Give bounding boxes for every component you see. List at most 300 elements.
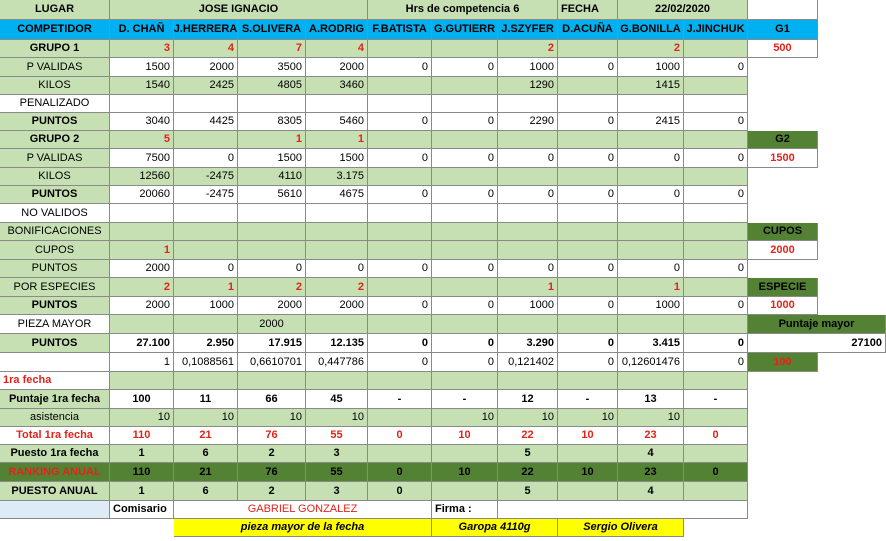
cell-jinchuk[interactable]: 0 xyxy=(684,149,748,168)
cupos-label[interactable]: CUPOS xyxy=(748,223,818,241)
cell-batista[interactable]: 0 xyxy=(368,113,432,131)
cell-acuna[interactable] xyxy=(558,241,618,260)
cell-bonilla[interactable]: 1415 xyxy=(618,77,684,95)
cell-acuna[interactable]: 0 xyxy=(558,297,618,315)
cell-rodrig[interactable]: 45 xyxy=(306,390,368,409)
cell-chan[interactable] xyxy=(110,95,174,113)
cell-gutierr[interactable] xyxy=(432,241,498,260)
cell-olivera[interactable] xyxy=(238,241,306,260)
cell-gutierr[interactable] xyxy=(432,482,498,501)
cell-olivera[interactable]: 76 xyxy=(238,427,306,445)
cell-acuna[interactable]: 0 xyxy=(558,58,618,77)
cell-acuna[interactable] xyxy=(558,445,618,463)
cell-olivera[interactable] xyxy=(238,95,306,113)
cell-chan[interactable] xyxy=(110,315,174,334)
cell-jinchuk[interactable] xyxy=(684,445,748,463)
cell-szyfer[interactable]: 22 xyxy=(498,463,558,482)
empty-cell xyxy=(748,95,818,113)
cell-acuna[interactable]: 0 xyxy=(558,149,618,168)
cell-chan[interactable]: 2 xyxy=(110,278,174,297)
cell-batista[interactable]: 0 xyxy=(368,58,432,77)
cell-jinchuk[interactable]: 0 xyxy=(684,334,748,353)
cell-batista[interactable] xyxy=(368,278,432,297)
cell-batista[interactable]: 0 xyxy=(368,186,432,204)
cell-szyfer[interactable]: 1 xyxy=(498,278,558,297)
g2-value[interactable]: 1500 xyxy=(748,149,818,168)
cell-herrera[interactable] xyxy=(174,223,238,241)
especie-label[interactable]: ESPECIE xyxy=(748,278,818,297)
cell-olivera[interactable] xyxy=(238,204,306,223)
cell-chan[interactable]: 3040 xyxy=(110,113,174,131)
cell-rodrig[interactable]: 10 xyxy=(306,409,368,427)
cell-jinchuk[interactable]: 0 xyxy=(684,427,748,445)
cell-szyfer[interactable] xyxy=(498,95,558,113)
cell-gutierr[interactable] xyxy=(432,204,498,223)
cell-bonilla[interactable]: 3.415 xyxy=(618,334,684,353)
cell-rodrig[interactable] xyxy=(306,315,368,334)
cell-jinchuk[interactable] xyxy=(684,168,748,186)
cell-batista[interactable] xyxy=(368,315,432,334)
cell-batista[interactable]: 0 xyxy=(368,463,432,482)
cell-herrera[interactable]: -2475 xyxy=(174,168,238,186)
col-header-herrera[interactable]: J.HERRERA xyxy=(174,20,238,40)
g2-label[interactable]: G2 xyxy=(748,131,818,149)
col-header-acuna[interactable]: D.ACUÑA xyxy=(558,20,618,40)
cell-jinchuk[interactable]: 0 xyxy=(684,297,748,315)
cell-herrera[interactable]: 11 xyxy=(174,390,238,409)
empty-cell xyxy=(748,204,818,223)
cell-szyfer[interactable]: 0 xyxy=(498,260,558,278)
comisario-label[interactable]: Comisario xyxy=(110,501,174,519)
cell-jinchuk[interactable] xyxy=(684,241,748,260)
cell-szyfer[interactable]: 10 xyxy=(498,409,558,427)
cell-szyfer[interactable] xyxy=(498,241,558,260)
cell-rodrig[interactable] xyxy=(306,372,368,390)
cell-bonilla[interactable]: 0 xyxy=(618,186,684,204)
cell-gutierr[interactable]: 0 xyxy=(432,58,498,77)
cell-jinchuk[interactable]: 0 xyxy=(684,113,748,131)
lugar-value[interactable]: JOSE IGNACIO xyxy=(110,0,368,20)
cell-olivera[interactable]: 8305 xyxy=(238,113,306,131)
cell-olivera[interactable]: 3500 xyxy=(238,58,306,77)
cell-olivera[interactable]: 2 xyxy=(238,445,306,463)
cell-szyfer[interactable]: 22 xyxy=(498,427,558,445)
cell-szyfer[interactable] xyxy=(498,223,558,241)
cell-olivera[interactable]: 1500 xyxy=(238,149,306,168)
cell-herrera[interactable]: 4 xyxy=(174,40,238,58)
cell-bonilla[interactable] xyxy=(618,168,684,186)
cell-acuna[interactable] xyxy=(558,223,618,241)
cell-olivera[interactable]: 0,6610701 xyxy=(238,353,306,372)
row-label: PIEZA MAYOR xyxy=(0,315,110,334)
cell-olivera[interactable]: 2 xyxy=(238,278,306,297)
comisario-value[interactable]: GABRIEL GONZALEZ xyxy=(174,501,432,519)
cell-jinchuk[interactable] xyxy=(684,278,748,297)
cell-batista[interactable] xyxy=(368,77,432,95)
cell-szyfer[interactable] xyxy=(498,204,558,223)
cell-batista[interactable] xyxy=(368,223,432,241)
cell-herrera[interactable] xyxy=(174,315,238,334)
cell-herrera[interactable] xyxy=(174,95,238,113)
cell-szyfer[interactable] xyxy=(498,168,558,186)
cell-bonilla[interactable]: 4 xyxy=(618,445,684,463)
cell-gutierr[interactable]: 0 xyxy=(432,297,498,315)
empty-cell[interactable] xyxy=(748,0,818,20)
cell-jinchuk[interactable]: 0 xyxy=(684,260,748,278)
cell-jinchuk[interactable] xyxy=(684,77,748,95)
cell-chan[interactable]: 2000 xyxy=(110,297,174,315)
row-label: PUNTOS xyxy=(0,297,110,315)
cell-olivera[interactable]: 4805 xyxy=(238,77,306,95)
cell-batista[interactable]: 0 xyxy=(368,334,432,353)
cell-chan[interactable]: 1 xyxy=(110,482,174,501)
cell-acuna[interactable]: 0 xyxy=(558,260,618,278)
cell-herrera[interactable] xyxy=(174,241,238,260)
col-header-bonilla[interactable]: G.BONILLA xyxy=(618,20,684,40)
cell-olivera[interactable]: 76 xyxy=(238,463,306,482)
cell-gutierr[interactable]: 10 xyxy=(432,409,498,427)
cell-chan[interactable]: 100 xyxy=(110,390,174,409)
cell-chan[interactable]: 2000 xyxy=(110,260,174,278)
cell-jinchuk[interactable]: 0 xyxy=(684,463,748,482)
cell-batista[interactable] xyxy=(368,409,432,427)
cell-jinchuk[interactable]: 0 xyxy=(684,353,748,372)
cell-rodrig[interactable]: 3.175 xyxy=(306,168,368,186)
cell-rodrig[interactable]: 0 xyxy=(306,260,368,278)
cell-gutierr[interactable]: 0 xyxy=(432,260,498,278)
especie-value[interactable]: 1000 xyxy=(748,297,818,315)
row-label: P VALIDAS xyxy=(0,149,110,168)
cell-herrera[interactable]: 6 xyxy=(174,445,238,463)
cell-batista[interactable] xyxy=(368,204,432,223)
lugar-label[interactable]: LUGAR xyxy=(0,0,110,20)
cell-chan[interactable]: 1540 xyxy=(110,77,174,95)
cell-szyfer[interactable]: 0,121402 xyxy=(498,353,558,372)
cell-rodrig[interactable] xyxy=(306,204,368,223)
cell-jinchuk[interactable] xyxy=(684,131,748,149)
cell-bonilla[interactable]: 1 xyxy=(618,278,684,297)
cell-szyfer[interactable]: 2290 xyxy=(498,113,558,131)
empty-cell xyxy=(748,77,818,95)
cell-batista[interactable]: - xyxy=(368,390,432,409)
cell-batista[interactable] xyxy=(368,445,432,463)
cell-rodrig[interactable]: 3 xyxy=(306,445,368,463)
pieza-autor[interactable]: Sergio Olivera xyxy=(558,519,684,537)
cell-bonilla[interactable]: 0 xyxy=(618,149,684,168)
cell-gutierr[interactable]: 0 xyxy=(432,334,498,353)
hrs-label[interactable]: Hrs de competencia 6 xyxy=(368,0,558,20)
cell-bonilla[interactable] xyxy=(618,95,684,113)
fecha-value[interactable]: 22/02/2020 xyxy=(618,0,748,20)
empty-cell[interactable] xyxy=(0,501,110,519)
cell-olivera[interactable]: 1 xyxy=(238,131,306,149)
cell-olivera[interactable] xyxy=(238,372,306,390)
cell-bonilla[interactable]: 1000 xyxy=(618,297,684,315)
empty-cell xyxy=(748,445,818,463)
cell-olivera[interactable]: 17.915 xyxy=(238,334,306,353)
cell-bonilla[interactable]: 23 xyxy=(618,463,684,482)
cell-gutierr[interactable]: 0 xyxy=(432,149,498,168)
cell-acuna[interactable]: 0 xyxy=(558,113,618,131)
cell-batista[interactable]: 0 xyxy=(368,482,432,501)
cell-bonilla[interactable] xyxy=(618,315,684,334)
cell-chan[interactable] xyxy=(110,204,174,223)
cell-chan[interactable]: 12560 xyxy=(110,168,174,186)
cell-rodrig[interactable]: 12.135 xyxy=(306,334,368,353)
cell-chan[interactable]: 1 xyxy=(110,445,174,463)
cell-herrera[interactable]: 0 xyxy=(174,260,238,278)
cell-herrera[interactable]: 1 xyxy=(174,278,238,297)
cell-rodrig[interactable]: 3460 xyxy=(306,77,368,95)
cell-herrera[interactable]: 2425 xyxy=(174,77,238,95)
col-header-szyfer[interactable]: J.SZYFER xyxy=(498,20,558,40)
empty-cell xyxy=(748,427,818,445)
cell-bonilla[interactable] xyxy=(618,131,684,149)
col-header-label[interactable]: COMPETIDOR xyxy=(0,20,110,40)
cell-szyfer[interactable]: 1000 xyxy=(498,58,558,77)
cell-chan[interactable] xyxy=(110,223,174,241)
cell-herrera[interactable]: -2475 xyxy=(174,186,238,204)
cell-rodrig[interactable] xyxy=(306,95,368,113)
cell-herrera[interactable]: 6 xyxy=(174,482,238,501)
cell-herrera[interactable] xyxy=(174,131,238,149)
cell-olivera[interactable] xyxy=(238,223,306,241)
cell-szyfer[interactable]: 5 xyxy=(498,445,558,463)
cell-acuna[interactable] xyxy=(558,482,618,501)
row-label: Total 1ra fecha xyxy=(0,427,110,445)
cell-chan[interactable]: 5 xyxy=(110,131,174,149)
fecha-label[interactable]: FECHA xyxy=(558,0,618,20)
cell-batista[interactable] xyxy=(368,241,432,260)
row-label: PUNTOS xyxy=(0,113,110,131)
cell-gutierr[interactable] xyxy=(432,315,498,334)
cell-chan[interactable]: 110 xyxy=(110,427,174,445)
firma-field[interactable] xyxy=(498,501,748,519)
cell-bonilla[interactable] xyxy=(618,241,684,260)
cell-bonilla[interactable] xyxy=(618,223,684,241)
cell-szyfer[interactable]: 3.290 xyxy=(498,334,558,353)
g1-value[interactable]: 500 xyxy=(748,40,818,58)
cell-herrera[interactable]: 0,1088561 xyxy=(174,353,238,372)
cell-acuna[interactable]: - xyxy=(558,390,618,409)
col-header-jinchuk[interactable]: J.JINCHUK xyxy=(684,20,748,40)
puntaje-mayor-value[interactable]: 27100 xyxy=(748,334,886,353)
cell-batista[interactable] xyxy=(368,40,432,58)
cell-jinchuk[interactable]: 0 xyxy=(684,58,748,77)
cell-batista[interactable] xyxy=(368,131,432,149)
cell-gutierr[interactable] xyxy=(432,168,498,186)
cell-gutierr[interactable]: 0 xyxy=(432,186,498,204)
cell-chan[interactable]: 1 xyxy=(110,241,174,260)
cell-gutierr[interactable] xyxy=(432,278,498,297)
cell-rodrig[interactable]: 1500 xyxy=(306,149,368,168)
cell-gutierr[interactable] xyxy=(432,77,498,95)
cell-bonilla[interactable]: 2415 xyxy=(618,113,684,131)
cell-rodrig[interactable]: 55 xyxy=(306,463,368,482)
cell-rodrig[interactable]: 4675 xyxy=(306,186,368,204)
cell-jinchuk[interactable] xyxy=(684,223,748,241)
cell-rodrig[interactable]: 1 xyxy=(306,131,368,149)
row-label: Puesto 1ra fecha xyxy=(0,445,110,463)
cell-acuna[interactable] xyxy=(558,372,618,390)
cell-acuna[interactable] xyxy=(558,168,618,186)
cell-szyfer[interactable]: 5 xyxy=(498,482,558,501)
cell-olivera[interactable]: 2000 xyxy=(238,297,306,315)
col-header-gutierr[interactable]: G.GUTIERR xyxy=(432,20,498,40)
cell-olivera[interactable]: 66 xyxy=(238,390,306,409)
pieza-especie[interactable]: Garopa 4110g xyxy=(432,519,558,537)
cell-herrera[interactable]: 4425 xyxy=(174,113,238,131)
cell-gutierr[interactable] xyxy=(432,131,498,149)
cell-jinchuk[interactable] xyxy=(684,409,748,427)
cell-batista[interactable]: 0 xyxy=(368,297,432,315)
cell-rodrig[interactable] xyxy=(306,223,368,241)
cell-acuna[interactable] xyxy=(558,131,618,149)
col-header-chan[interactable]: D. CHAÑ xyxy=(110,20,174,40)
cell-herrera[interactable]: 21 xyxy=(174,463,238,482)
cupos-value[interactable]: 2000 xyxy=(748,241,818,260)
cell-jinchuk[interactable] xyxy=(684,315,748,334)
cell-rodrig[interactable]: 4 xyxy=(306,40,368,58)
cell-gutierr[interactable]: 0 xyxy=(432,353,498,372)
row-label xyxy=(0,353,110,372)
cell-bonilla[interactable]: 4 xyxy=(618,482,684,501)
cell-bonilla[interactable] xyxy=(618,204,684,223)
cell-gutierr[interactable]: 10 xyxy=(432,427,498,445)
cell-acuna[interactable]: 10 xyxy=(558,463,618,482)
cell-acuna[interactable] xyxy=(558,315,618,334)
cell-olivera[interactable]: 0 xyxy=(238,260,306,278)
cell-herrera[interactable]: 10 xyxy=(174,409,238,427)
row-label: GRUPO 2 xyxy=(0,131,110,149)
cell-szyfer[interactable]: 1290 xyxy=(498,77,558,95)
cell-herrera[interactable] xyxy=(174,372,238,390)
cell-bonilla[interactable]: 0,12601476 xyxy=(618,353,684,372)
cell-batista[interactable]: 0 xyxy=(368,427,432,445)
cell-rodrig[interactable]: 2000 xyxy=(306,297,368,315)
cell-acuna[interactable]: 0 xyxy=(558,353,618,372)
cell-gutierr[interactable] xyxy=(432,95,498,113)
cell-acuna[interactable] xyxy=(558,204,618,223)
cell-olivera[interactable]: 10 xyxy=(238,409,306,427)
cell-olivera[interactable]: 7 xyxy=(238,40,306,58)
cell-batista[interactable] xyxy=(368,168,432,186)
cell-chan[interactable]: 10 xyxy=(110,409,174,427)
col-header-rodrig[interactable]: A.RODRIG xyxy=(306,20,368,40)
row-label: PUNTOS xyxy=(0,186,110,204)
cell-jinchuk[interactable] xyxy=(684,40,748,58)
cell-rodrig[interactable]: 2000 xyxy=(306,58,368,77)
cell-szyfer[interactable]: 0 xyxy=(498,149,558,168)
cell-bonilla[interactable]: 2 xyxy=(618,40,684,58)
cell-jinchuk[interactable] xyxy=(684,95,748,113)
cell-bonilla[interactable]: 10 xyxy=(618,409,684,427)
cell-bonilla[interactable]: 1000 xyxy=(618,58,684,77)
cell-herrera[interactable]: 0 xyxy=(174,149,238,168)
cell-olivera[interactable]: 2000 xyxy=(238,315,306,334)
cell-rodrig[interactable]: 0,447786 xyxy=(306,353,368,372)
cell-acuna[interactable]: 0 xyxy=(558,186,618,204)
cell-chan[interactable]: 110 xyxy=(110,463,174,482)
firma-label[interactable]: Firma : xyxy=(432,501,498,519)
cell-jinchuk[interactable]: 0 xyxy=(684,186,748,204)
cell-batista[interactable] xyxy=(368,95,432,113)
cell-szyfer[interactable] xyxy=(498,372,558,390)
cell-jinchuk[interactable] xyxy=(684,372,748,390)
cell-bonilla[interactable]: 0 xyxy=(618,260,684,278)
g1-label[interactable]: G1 xyxy=(748,20,818,40)
cell-szyfer[interactable]: 0 xyxy=(498,186,558,204)
col-header-olivera[interactable]: S.OLIVERA xyxy=(238,20,306,40)
cell-rodrig[interactable] xyxy=(306,241,368,260)
cell-gutierr[interactable] xyxy=(432,445,498,463)
cell-chan[interactable]: 1500 xyxy=(110,58,174,77)
cell-olivera[interactable]: 5610 xyxy=(238,186,306,204)
cell-acuna[interactable] xyxy=(558,40,618,58)
pieza-label[interactable]: pieza mayor de la fecha xyxy=(174,519,432,537)
cell-herrera[interactable] xyxy=(174,204,238,223)
cell-chan[interactable]: 20060 xyxy=(110,186,174,204)
cell-herrera[interactable]: 2000 xyxy=(174,58,238,77)
cell-olivera[interactable]: 2 xyxy=(238,482,306,501)
cell-chan[interactable]: 1 xyxy=(110,353,174,372)
cell-jinchuk[interactable] xyxy=(684,204,748,223)
cell-batista[interactable]: 0 xyxy=(368,149,432,168)
cell-szyfer[interactable]: 12 xyxy=(498,390,558,409)
cell-jinchuk[interactable]: - xyxy=(684,390,748,409)
cell-acuna[interactable] xyxy=(558,278,618,297)
cell-batista[interactable]: 0 xyxy=(368,260,432,278)
col-header-batista[interactable]: F.BATISTA xyxy=(368,20,432,40)
cell-rodrig[interactable]: 2 xyxy=(306,278,368,297)
cell-acuna[interactable]: 0 xyxy=(558,334,618,353)
cell-chan[interactable] xyxy=(110,372,174,390)
cell-gutierr[interactable]: 10 xyxy=(432,463,498,482)
cell-rodrig[interactable]: 3 xyxy=(306,482,368,501)
cell-acuna[interactable] xyxy=(558,95,618,113)
cell-acuna[interactable] xyxy=(558,77,618,95)
cell-olivera[interactable]: 4110 xyxy=(238,168,306,186)
cell-jinchuk[interactable] xyxy=(684,482,748,501)
cell-herrera[interactable]: 1000 xyxy=(174,297,238,315)
cell-batista[interactable]: 0 xyxy=(368,353,432,372)
cell-szyfer[interactable]: 2 xyxy=(498,40,558,58)
cell-acuna[interactable]: 10 xyxy=(558,409,618,427)
cell-gutierr[interactable] xyxy=(432,223,498,241)
extra-value[interactable]: 100 xyxy=(748,353,818,372)
cell-batista[interactable] xyxy=(368,372,432,390)
cell-herrera[interactable]: 2.950 xyxy=(174,334,238,353)
cell-gutierr[interactable]: - xyxy=(432,390,498,409)
cell-acuna[interactable]: 10 xyxy=(558,427,618,445)
cell-szyfer[interactable]: 1000 xyxy=(498,297,558,315)
cell-bonilla[interactable]: 13 xyxy=(618,390,684,409)
cell-chan[interactable]: 3 xyxy=(110,40,174,58)
cell-chan[interactable]: 27.100 xyxy=(110,334,174,353)
cell-herrera[interactable]: 21 xyxy=(174,427,238,445)
cell-chan[interactable]: 7500 xyxy=(110,149,174,168)
cell-bonilla[interactable]: 23 xyxy=(618,427,684,445)
puntaje-mayor-label[interactable]: Puntaje mayor xyxy=(748,315,886,334)
cell-gutierr[interactable] xyxy=(432,372,498,390)
cell-bonilla[interactable] xyxy=(618,372,684,390)
cell-gutierr[interactable] xyxy=(432,40,498,58)
cell-rodrig[interactable]: 55 xyxy=(306,427,368,445)
cell-szyfer[interactable] xyxy=(498,315,558,334)
cell-gutierr[interactable]: 0 xyxy=(432,113,498,131)
cell-rodrig[interactable]: 5460 xyxy=(306,113,368,131)
cell-szyfer[interactable] xyxy=(498,131,558,149)
